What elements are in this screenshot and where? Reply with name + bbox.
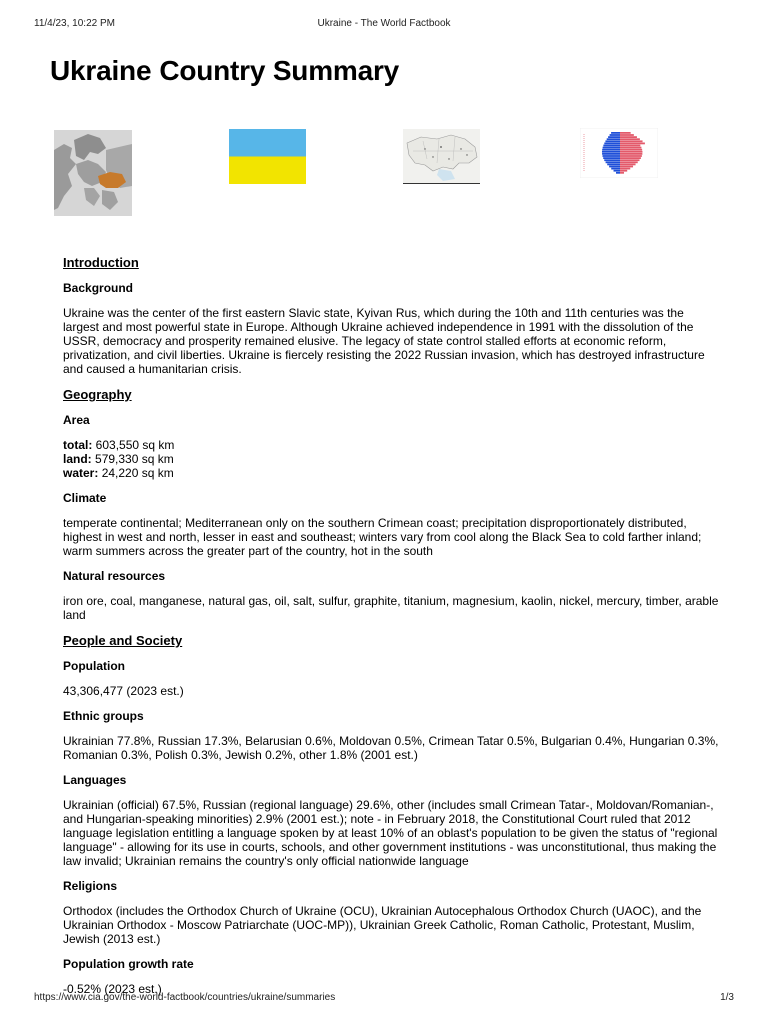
area-total bbox=[63, 438, 723, 452]
area-land-value: 579,330 sq km bbox=[95, 452, 174, 466]
field-label-population: Population bbox=[63, 659, 125, 673]
page-title bbox=[50, 55, 399, 87]
area-water bbox=[63, 466, 723, 480]
print-header bbox=[34, 18, 734, 32]
image-row bbox=[0, 128, 768, 220]
area-water-label: water: bbox=[63, 466, 99, 480]
country-map-image[interactable] bbox=[403, 129, 480, 184]
field-text-religions: Orthodox (includes the Orthodox Church of Ukraine (OCU), Ukrainian Autocephalous Orthodox Church (UAOC), and the Ukrainian Orthodox - Moscow Patriarchate (UOC-MP)), Ukrainian Greek Catholic, Roman Catholic, Protestant, Muslim, Jewish (2013 est.) bbox=[63, 904, 702, 946]
print-page-title: Ukraine - The World Factbook bbox=[317, 18, 451, 29]
print-datetime: 11/4/23, 10:22 PM bbox=[34, 18, 115, 29]
field-text-climate: temperate continental; Mediterranean only on the southern Crimean coast; precipitation disproportionately distributed, highest in west and north, lesser in east and southeast; winters vary from cool along the Black Sea to cold farther inland; warm summers across the greater part of the country, hot in the south bbox=[63, 516, 702, 558]
field-text-ethnic-groups: Ukrainian 77.8%, Russian 17.3%, Belarusian 0.6%, Moldovan 0.5%, Crimean Tatar 0.5%, Bulgarian 0.4%, Hungarian 0.3%, Romanian 0.3%, Polish 0.3%, Jewish 0.2%, other 1.8% (2001 est.) bbox=[63, 734, 719, 762]
area-water-value: 24,220 sq km bbox=[101, 466, 174, 480]
field-label-religions: Religions bbox=[63, 879, 118, 893]
section-heading-people-and-society[interactable]: People and Society bbox=[63, 633, 183, 648]
area-land-label: land: bbox=[63, 452, 92, 466]
country-map-icon bbox=[403, 129, 480, 183]
locator-map-image[interactable] bbox=[54, 130, 132, 216]
summary-content bbox=[63, 254, 723, 996]
field-text-background: Ukraine was the center of the first eastern Slavic state, Kyivan Rus, which during the 10th and 11th centuries was the largest and most powerful state in Europe. Although Ukraine achieved independence in 1991 with the dissolution of the USSR, democracy and prosperity remained elusive. The legacy of state control stalled efforts at economic reform, privatization, and civil liberties. Ukraine is fiercely resisting the 2022 Russian invasion, which has destroyed infrastructure and caused a humanitarian crisis. bbox=[63, 306, 705, 376]
area-land bbox=[63, 452, 723, 466]
title-country: Ukraine bbox=[50, 55, 152, 86]
field-label-background: Background bbox=[63, 281, 134, 295]
field-text-natural-resources: iron ore, coal, manganese, natural gas, oil, salt, sulfur, graphite, titanium, magnesium, kaolin, nickel, mercury, timber, arable land bbox=[63, 594, 719, 622]
area-total-value: 603,550 sq km bbox=[95, 438, 175, 452]
population-pyramid-image[interactable] bbox=[580, 128, 658, 178]
field-label-languages: Languages bbox=[63, 773, 127, 787]
field-text-population-growth-rate: -0.52% (2023 est.) bbox=[63, 982, 162, 996]
print-url[interactable]: https://www.cia.gov/the-world-factbook/countries/ukraine/summaries bbox=[34, 992, 336, 1003]
print-footer bbox=[34, 992, 734, 1006]
section-heading-geography[interactable]: Geography bbox=[63, 387, 132, 402]
title-rest: Country Summary bbox=[159, 55, 400, 86]
print-page-number: 1/3 bbox=[720, 992, 734, 1003]
field-label-climate: Climate bbox=[63, 491, 107, 505]
locator-map-icon bbox=[54, 130, 132, 216]
flag-image[interactable] bbox=[229, 129, 306, 184]
field-text-languages: Ukrainian (official) 67.5%, Russian (regional language) 29.6%, other (includes small Crimean Tatar-, Moldovan/Romanian-, and Hungarian-speaking minorities) 2.9% (2001 est.); note - in February 2018, the Constitutional Court ruled that 2012 language legislation entitling a language spoken by at least 10% of an oblast's population to be given the status of "regional language" - allowing for its use in courts, schools, and other government institutions - was unconstitutional, thus making the law invalid; Ukrainian remains the country's only official nationwide language bbox=[63, 798, 718, 868]
field-label-area: Area bbox=[63, 413, 90, 427]
section-heading-introduction[interactable]: Introduction bbox=[63, 255, 139, 270]
field-label-population-growth-rate: Population growth rate bbox=[63, 957, 194, 971]
population-pyramid-icon bbox=[580, 128, 658, 178]
area-total-label: total: bbox=[63, 438, 93, 452]
field-label-natural-resources: Natural resources bbox=[63, 569, 166, 583]
flag-icon bbox=[229, 129, 306, 184]
field-text-population: 43,306,477 (2023 est.) bbox=[63, 684, 184, 698]
field-label-ethnic-groups: Ethnic groups bbox=[63, 709, 144, 723]
